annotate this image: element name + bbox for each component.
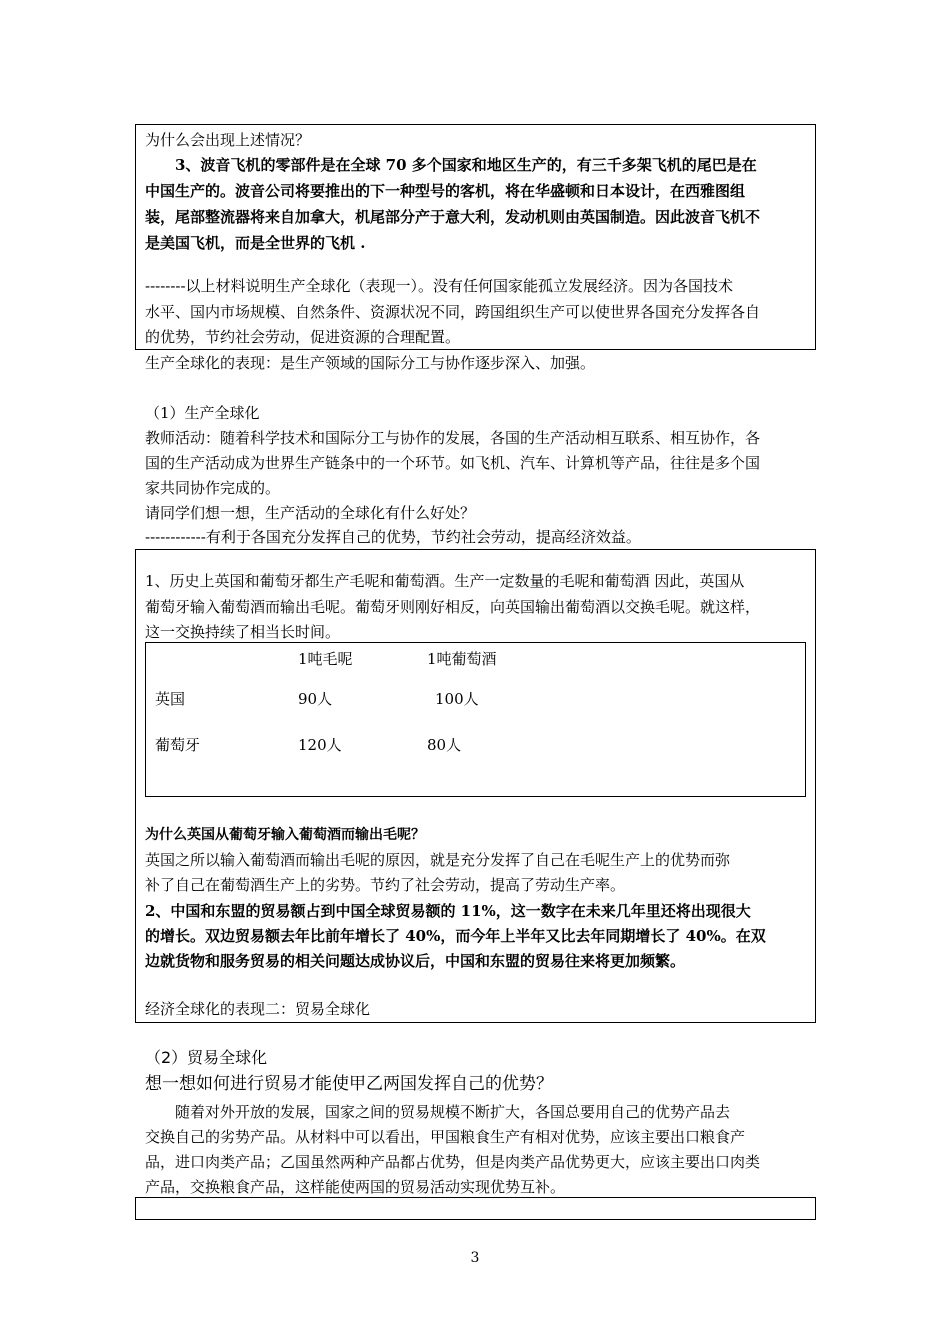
- table-cell: 90人: [298, 690, 333, 708]
- boeing-paragraph-line: 3、波音飞机的零部件是在全球 70 多个国家和地区生产的，有三千多架飞机的尾巴是在: [175, 156, 757, 174]
- trade-paragraph-line: 随着对外开放的发展，国家之间的贸易规模不断扩大，各国总要用自己的优势产品去: [175, 1103, 731, 1121]
- history-paragraph-line: 1、历史上英国和葡萄牙都生产毛呢和葡萄酒。生产一定数量的毛呢和葡萄酒 因此，英国从: [145, 572, 745, 590]
- table-cell: 100人: [435, 690, 479, 708]
- trade-question: 想一想如何进行贸易才能使甲乙两国发挥自己的优势？: [145, 1074, 553, 1094]
- boeing-paragraph-line: 是美国飞机，而是全世界的飞机 .: [145, 234, 366, 252]
- summary-paragraph-line: --------以上材料说明生产全球化（表现一）。没有任何国家能孤立发展经济。因为各国技术: [145, 277, 734, 295]
- teacher-activity-line: 国的生产活动成为世界生产链条中的一个环节。如飞机、汽车、计算机等产品，往往是多个国: [145, 454, 761, 472]
- trade-manifestation: 经济全球化的表现二：贸易全球化: [145, 1000, 371, 1018]
- production-heading: （1）生产全球化: [145, 404, 260, 422]
- summary-paragraph-line: 水平、国内市场规模、自然条件、资源状况不同，跨国组织生产可以使世界各国充分发挥各自: [145, 303, 761, 321]
- table-cell: 120人: [298, 736, 342, 754]
- history-paragraph-line: 葡萄牙输入葡萄酒而输出毛呢。葡萄牙则刚好相反，向英国输出葡萄酒以交换毛呢。就这样，: [145, 598, 761, 616]
- section1-question: 为什么会出现上述情况？: [145, 131, 311, 149]
- why-answer-line: 英国之所以输入葡萄酒而输出毛呢的原因，就是充分发挥了自己在毛呢生产上的优势而弥: [145, 851, 731, 869]
- production-question: 请同学们想一想，生产活动的全球化有什么好处？: [145, 504, 476, 522]
- table-row-label: 英国: [155, 690, 186, 708]
- boeing-paragraph-line: 装，尾部整流器将来自加拿大，机尾部分产于意大利，发动机则由英国制造。因此波音飞机不: [145, 208, 761, 226]
- asean-paragraph-line: 的增长。双边贸易额去年比前年增长了 40%，而今年上半年又比去年同期增长了 40%。在双: [145, 927, 766, 945]
- why-question: 为什么英国从葡萄牙输入葡萄酒而输出毛呢？: [145, 827, 425, 843]
- trade-heading: （2）贸易全球化: [145, 1048, 268, 1067]
- asean-paragraph-line: 2、中国和东盟的贸易额占到中国全球贸易额的 11%，这一数字在未来几年里还将出现很大: [145, 902, 751, 920]
- empty-answer-box: [135, 1197, 816, 1220]
- table-cell: 80人: [427, 736, 462, 754]
- table-header-cloth: 1吨毛呢: [298, 650, 353, 668]
- production-answer: ------------有利于各国充分发挥自己的优势，节约社会劳动，提高经济效益。: [145, 528, 641, 546]
- trade-paragraph-line: 交换自己的劣势产品。从材料中可以看出，甲国粮食生产有相对优势，应该主要出口粮食产: [145, 1128, 746, 1146]
- teacher-activity-line: 教师活动：随着科学技术和国际分工与协作的发展，各国的生产活动相互联系、相互协作，各: [145, 429, 761, 447]
- teacher-activity-line: 家共同协作完成的。: [145, 479, 281, 497]
- boeing-paragraph-line: 中国生产的。波音公司将要推出的下一种型号的客机，将在华盛顿和日本设计，在西雅图组: [145, 182, 746, 200]
- table-header-wine: 1吨葡萄酒: [427, 650, 497, 668]
- asean-paragraph-line: 边就货物和服务贸易的相关问题达成协议后，中国和东盟的贸易往来将更加频繁。: [145, 952, 686, 970]
- history-paragraph-line: 这一交换持续了相当长时间。: [145, 623, 341, 641]
- trade-paragraph-line: 产品，交换粮食产品，这样能使两国的贸易活动实现优势互补。: [145, 1178, 566, 1196]
- page-number: 3: [470, 1250, 480, 1266]
- production-manifestation: 生产全球化的表现：是生产领域的国际分工与协作逐步深入、加强。: [145, 354, 596, 372]
- why-answer-line: 补了自己在葡萄酒生产上的劣势。节约了社会劳动，提高了劳动生产率。: [145, 876, 626, 894]
- summary-paragraph-line: 的优势，节约社会劳动，促进资源的合理配置。: [145, 328, 461, 346]
- trade-paragraph-line: 品，进口肉类产品；乙国虽然两种产品都占优势，但是肉类产品优势更大，应该主要出口肉类: [145, 1153, 761, 1171]
- table-row-label: 葡萄牙: [155, 736, 201, 754]
